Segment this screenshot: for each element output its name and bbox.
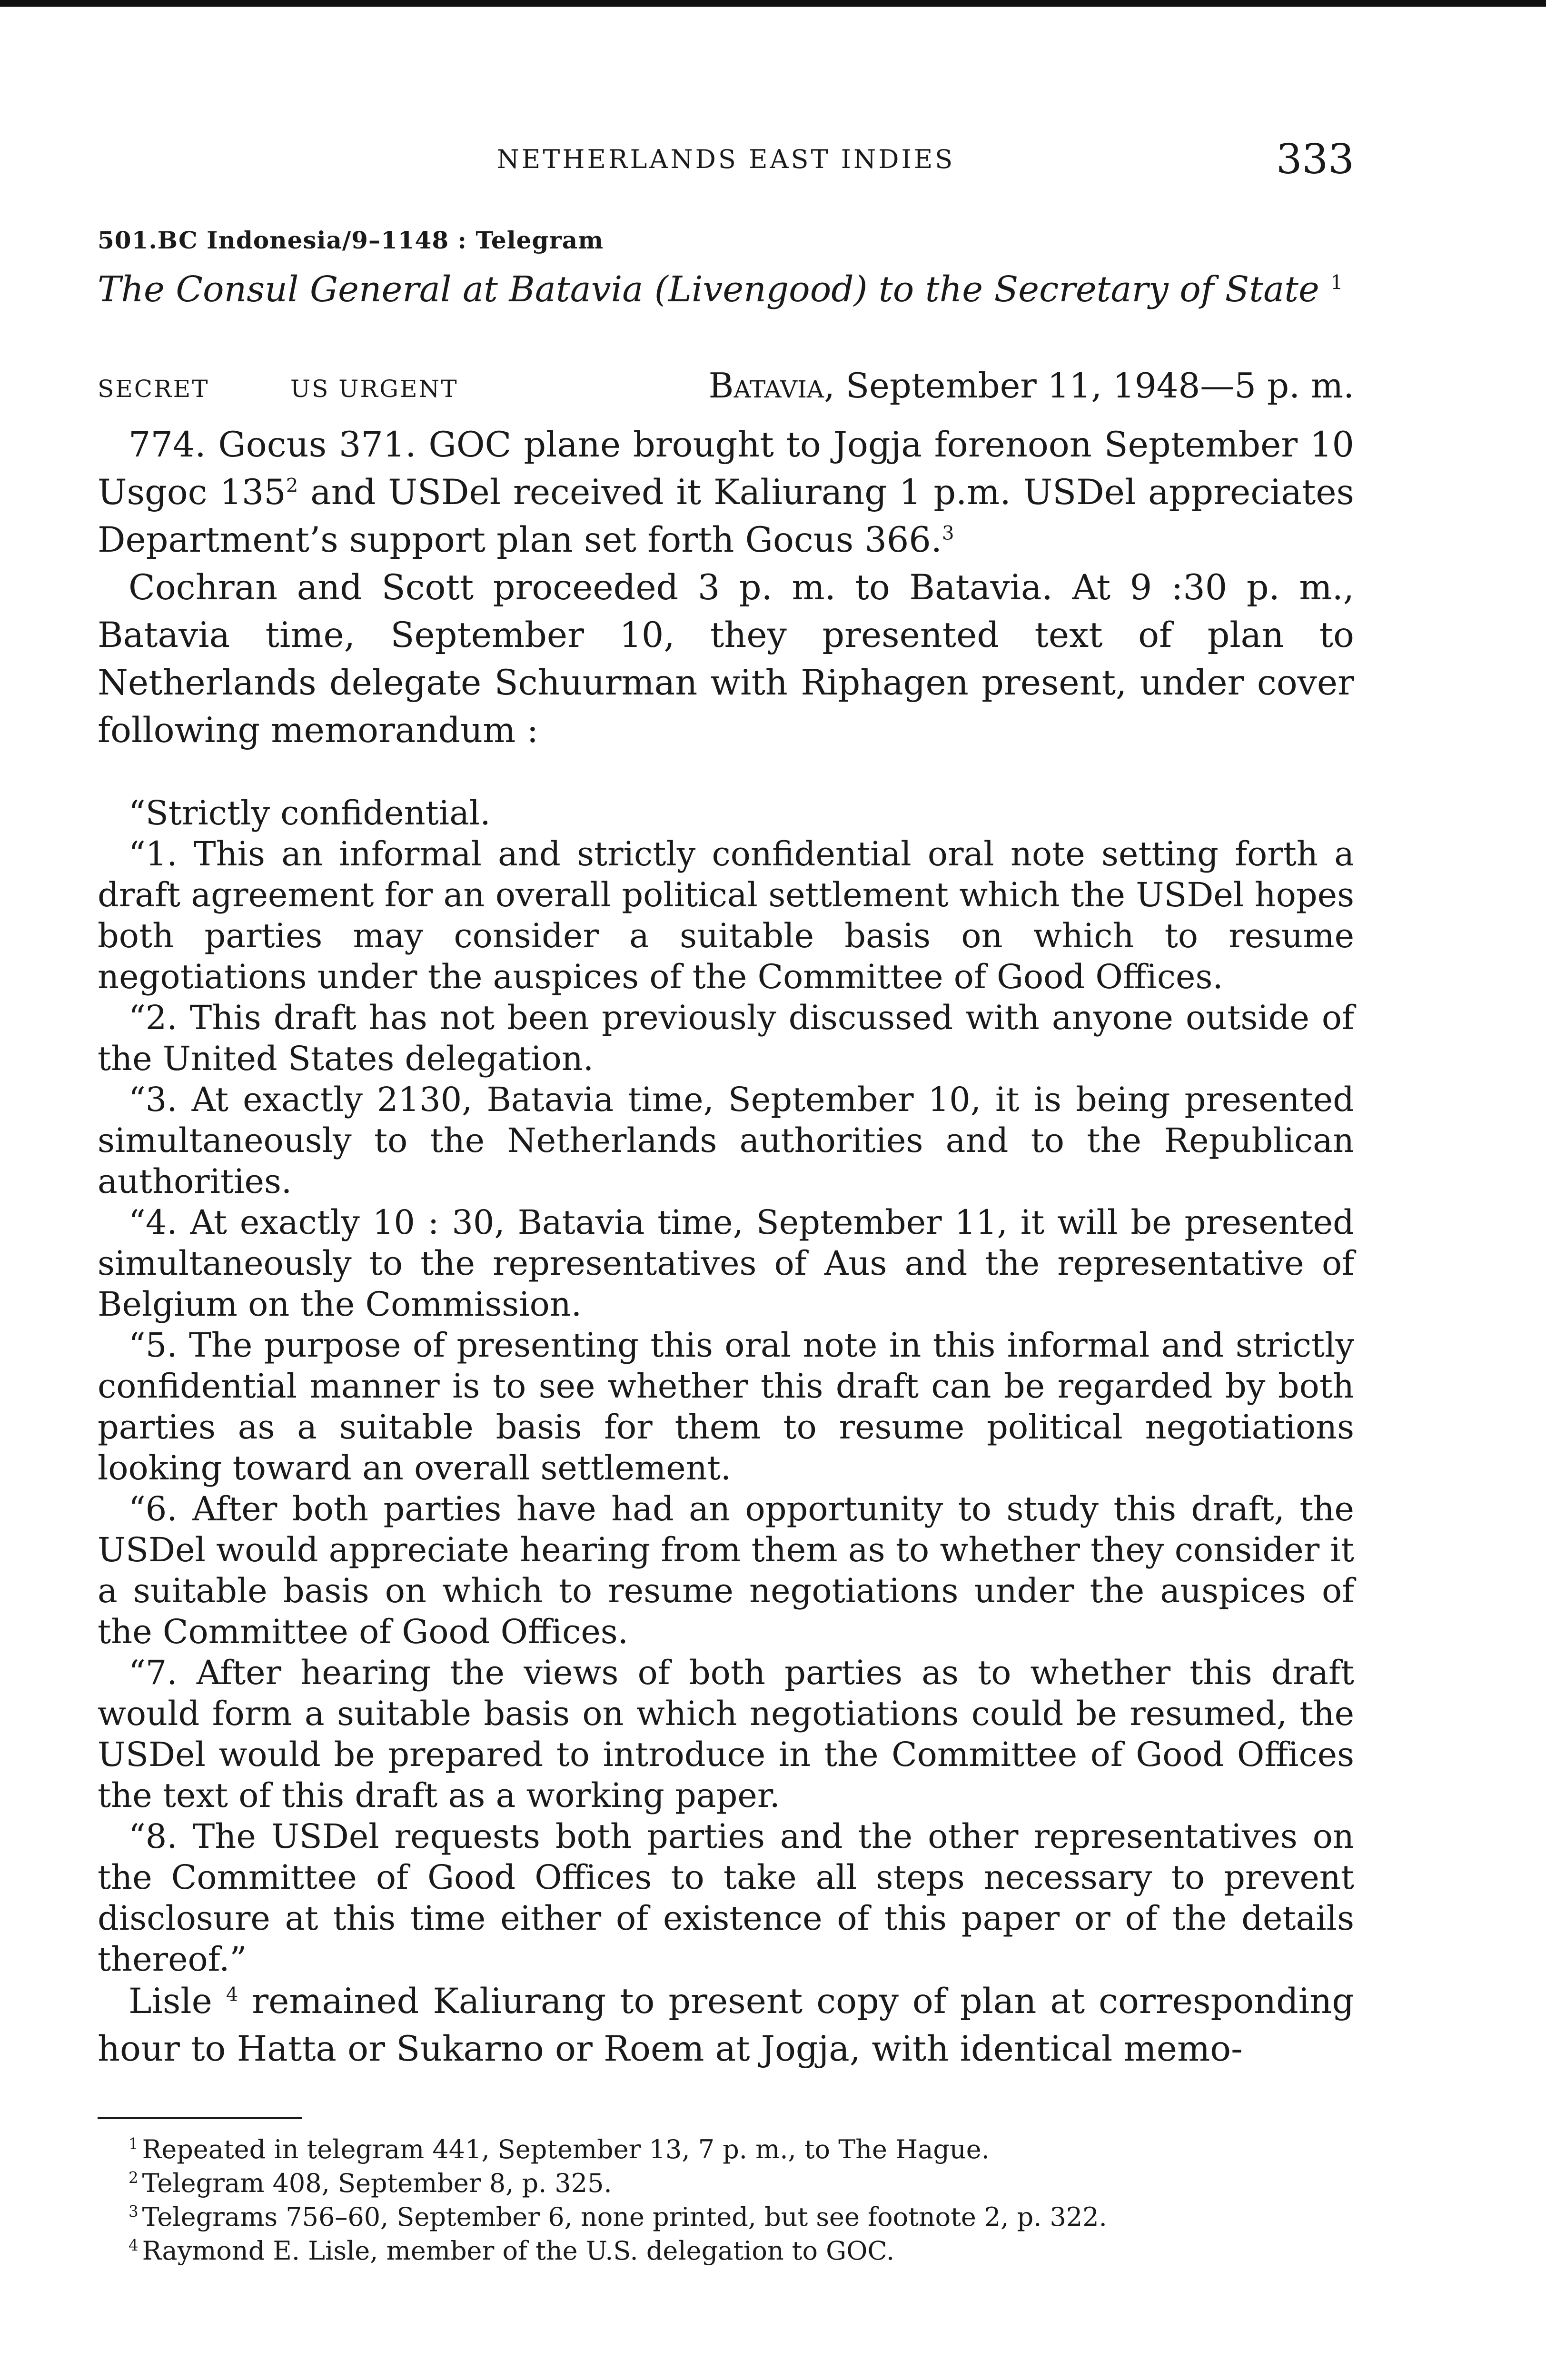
paragraph-1 [98, 421, 1354, 564]
paragraph-1-part-b: and USDel received it Kaliurang 1 p.m. USDel appreciates Department’s support plan set forth Gocus 366. [98, 472, 1354, 560]
footnote-4-mark: 4 [129, 2236, 139, 2254]
document-heading [98, 269, 1354, 310]
footnote-4-text: Raymond E. Lisle, member of the U.S. delegation to GOC. [142, 2236, 895, 2266]
footnote-4 [98, 2234, 1354, 2268]
footnote-ref-3[interactable]: 3 [942, 522, 954, 545]
paragraph-1-part-a: 774. Gocus 371. GOC plane brought to Jogja forenoon September 10 Usgoc 135 [98, 425, 1354, 513]
closing-body: remained Kaliurang to present copy of plan at corresponding hour to Hatta or Sukarno or Roem at Jogja, with identical memo- [98, 1981, 1354, 2069]
footnote-1-text: Repeated in telegram 441, September 13, 7 p. m., to The Hague. [142, 2134, 990, 2164]
footnote-ref-2[interactable]: 2 [286, 475, 298, 497]
running-title: NETHERLANDS EAST INDIES [496, 144, 955, 174]
memo-item-1: “1. This an informal and strictly confidential oral note setting forth a draft agreement for an overall political settlement which the USDel hopes both parties may consider a suitable basis on which to resume negotiations under the auspices of the Committee of Good Offices. [98, 834, 1354, 996]
file-reference: 501.BC Indonesia/9–1148 : Telegram [98, 226, 604, 254]
memo-heading: “Strictly confidential. [129, 793, 491, 833]
memo-item-8: “8. The USDel requests both parties and the other representatives on the Committee of Good Offices to take all steps necessary to prevent disclosure at this time either of existence of this paper or of the details thereof.” [98, 1817, 1354, 1979]
footnote-3-text: Telegrams 756–60, September 6, none printed, but see footnote 2, p. 322. [142, 2202, 1107, 2232]
date: September 11, 1948—5 p. m. [845, 366, 1354, 406]
footnote-3 [98, 2200, 1354, 2234]
dateline [98, 366, 1354, 408]
footnote-divider [98, 2117, 302, 2119]
memo-item-2: “2. This draft has not been previously discussed with anyone outside of the United States delegation. [98, 998, 1354, 1078]
place-and-date: Batavia, September 11, 1948—5 p. m. [708, 366, 1354, 406]
page-number: 333 [1276, 136, 1354, 183]
footnote-1 [98, 2132, 1354, 2166]
precedence-label: US URGENT [290, 375, 458, 403]
memo-item-6: “6. After both parties have had an opportunity to study this draft, the USDel would appreciate hearing from them as to whether they consider it a suitable basis on which to resume negotiations under the auspices of the Committee of Good Offices. [98, 1489, 1354, 1651]
classification-label: SECRET [98, 375, 209, 403]
memo-item-7: “7. After hearing the views of both parties as to whether this draft would form a suitable basis on which negotiations could be resumed, the USDel would be prepared to introduce in the Committee of Good Offices the text of this draft as a working paper. [98, 1653, 1354, 1815]
footnotes [98, 2132, 1354, 2268]
footnote-2 [98, 2166, 1354, 2200]
footnote-3-mark: 3 [129, 2202, 139, 2221]
top-edge-rule [0, 0, 1546, 7]
place: Batavia [708, 366, 824, 406]
closing-paragraph [98, 1978, 1354, 2073]
footnote-1-mark: 1 [129, 2135, 139, 2153]
footnote-2-text: Telegram 408, September 8, p. 325. [142, 2168, 612, 2198]
closing-name: Lisle [129, 1981, 212, 2022]
closing-text [98, 1978, 1354, 2073]
footnote-ref-4[interactable]: 4 [226, 1983, 238, 2006]
memo-item-3: “3. At exactly 2130, Batavia time, September 10, it is being presented simultaneously to the Netherlands authorities and to the Republican authorities. [98, 1080, 1354, 1201]
footnote-2-mark: 2 [129, 2169, 139, 2187]
document-heading-text: The Consul General at Batavia (Livengood) to the Secretary of State [98, 269, 1319, 310]
memorandum [98, 793, 1354, 1980]
footnote-ref-1[interactable]: 1 [1330, 271, 1343, 294]
paragraph-2: Cochran and Scott proceeded 3 p. m. to Batavia. At 9 :30 p. m., Batavia time, September 10, they presented text of plan to Netherlands delegate Schuurman with Riphagen present, under cover following memorandum : [98, 567, 1354, 751]
telegram-body [98, 421, 1354, 754]
memo-item-4: “4. At exactly 10 : 30, Batavia time, September 11, it will be presented simultaneously to the representatives of Aus and the representative of Belgium on the Commission. [98, 1203, 1354, 1324]
memo-item-5: “5. The purpose of presenting this oral note in this informal and strictly confidential manner is to see whether this draft can be regarded by both parties as a suitable basis for them to resume political negotiations looking toward an overall settlement. [98, 1326, 1354, 1488]
running-head [98, 136, 1354, 188]
